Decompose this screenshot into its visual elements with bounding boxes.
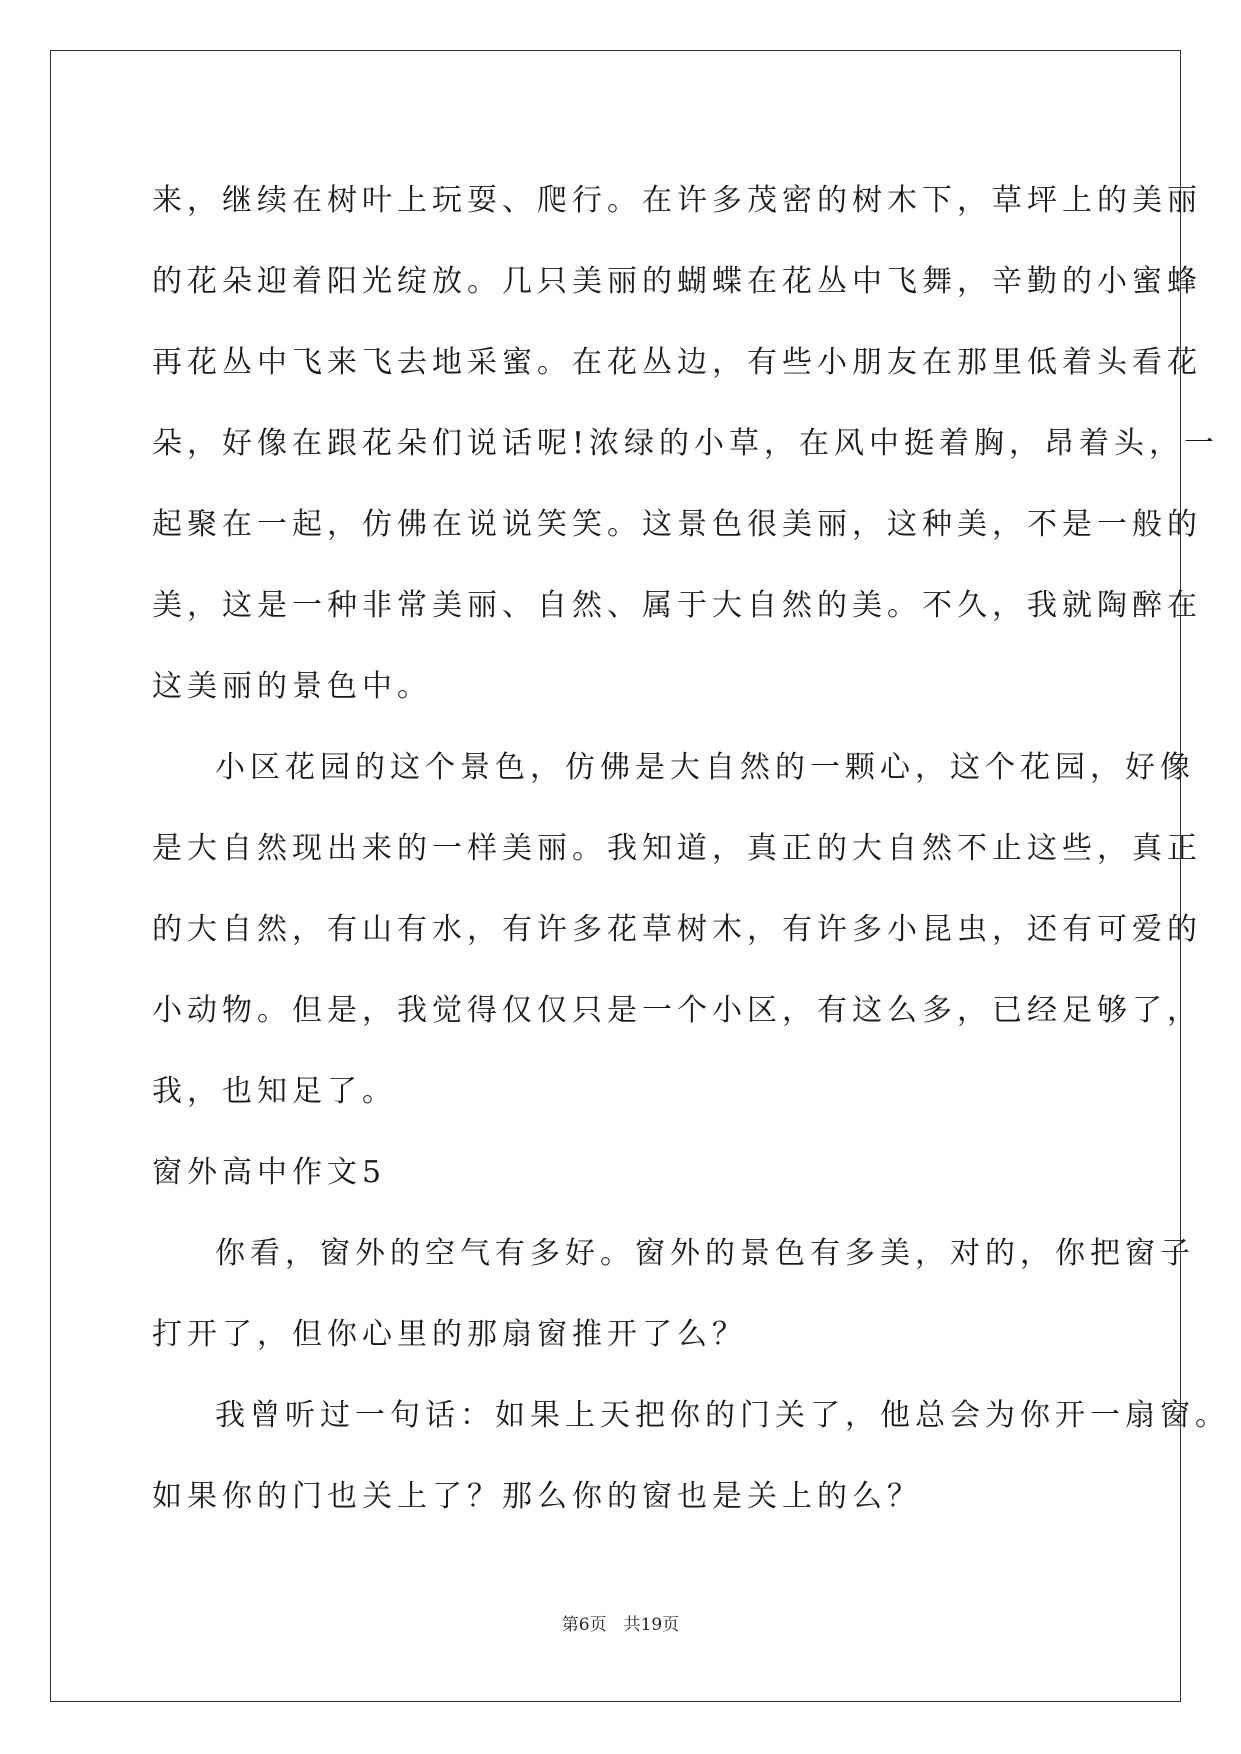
page-footer bbox=[0, 1610, 1241, 1635]
text-line: 美，这是一种非常美丽、自然、属于大自然的美。不久，我就陶醉在 bbox=[152, 588, 1202, 623]
page-number: 第6页 共19页 bbox=[561, 1615, 680, 1635]
paragraph-start-line: 你看，窗外的空气有多好。窗外的景色有多美，对的，你把窗子 bbox=[215, 1236, 1195, 1271]
text-line: 起聚在一起，仿佛在说说笑笑。这景色很美丽，这种美，不是一般的 bbox=[152, 507, 1202, 542]
text-line: 再花丛中飞来飞去地采蜜。在花丛边，有些小朋友在那里低着头看花 bbox=[152, 345, 1202, 380]
text-line: 打开了，但你心里的那扇窗推开了么？ bbox=[152, 1317, 747, 1352]
text-line: 的大自然，有山有水，有许多花草树木，有许多小昆虫，还有可爱的 bbox=[152, 912, 1202, 947]
text-line: 的花朵迎着阳光绽放。几只美丽的蝴蝶在花丛中飞舞，辛勤的小蜜蜂 bbox=[152, 264, 1202, 299]
text-line: 是大自然现出来的一样美丽。我知道，真正的大自然不止这些，真正 bbox=[152, 831, 1202, 866]
paragraph-start-line: 我曾听过一句话：如果上天把你的门关了，他总会为你开一扇窗。 bbox=[215, 1398, 1230, 1433]
text-line: 如果你的门也关上了？那么你的窗也是关上的么？ bbox=[152, 1479, 922, 1514]
text-line: 小动物。但是，我觉得仅仅只是一个小区，有这么多，已经足够了， bbox=[152, 993, 1202, 1028]
text-line: 来，继续在树叶上玩耍、爬行。在许多茂密的树木下，草坪上的美丽 bbox=[152, 183, 1202, 218]
text-line: 朵，好像在跟花朵们说话呢!浓绿的小草，在风中挺着胸，昂着头，一 bbox=[152, 426, 1220, 461]
paragraph-start-line: 小区花园的这个景色，仿佛是大自然的一颗心，这个花园，好像 bbox=[215, 750, 1195, 785]
text-line: 我，也知足了。 bbox=[152, 1074, 397, 1109]
section-heading: 窗外高中作文5 bbox=[152, 1155, 387, 1190]
text-line: 这美丽的景色中。 bbox=[152, 669, 432, 704]
document-body bbox=[152, 160, 1230, 1537]
